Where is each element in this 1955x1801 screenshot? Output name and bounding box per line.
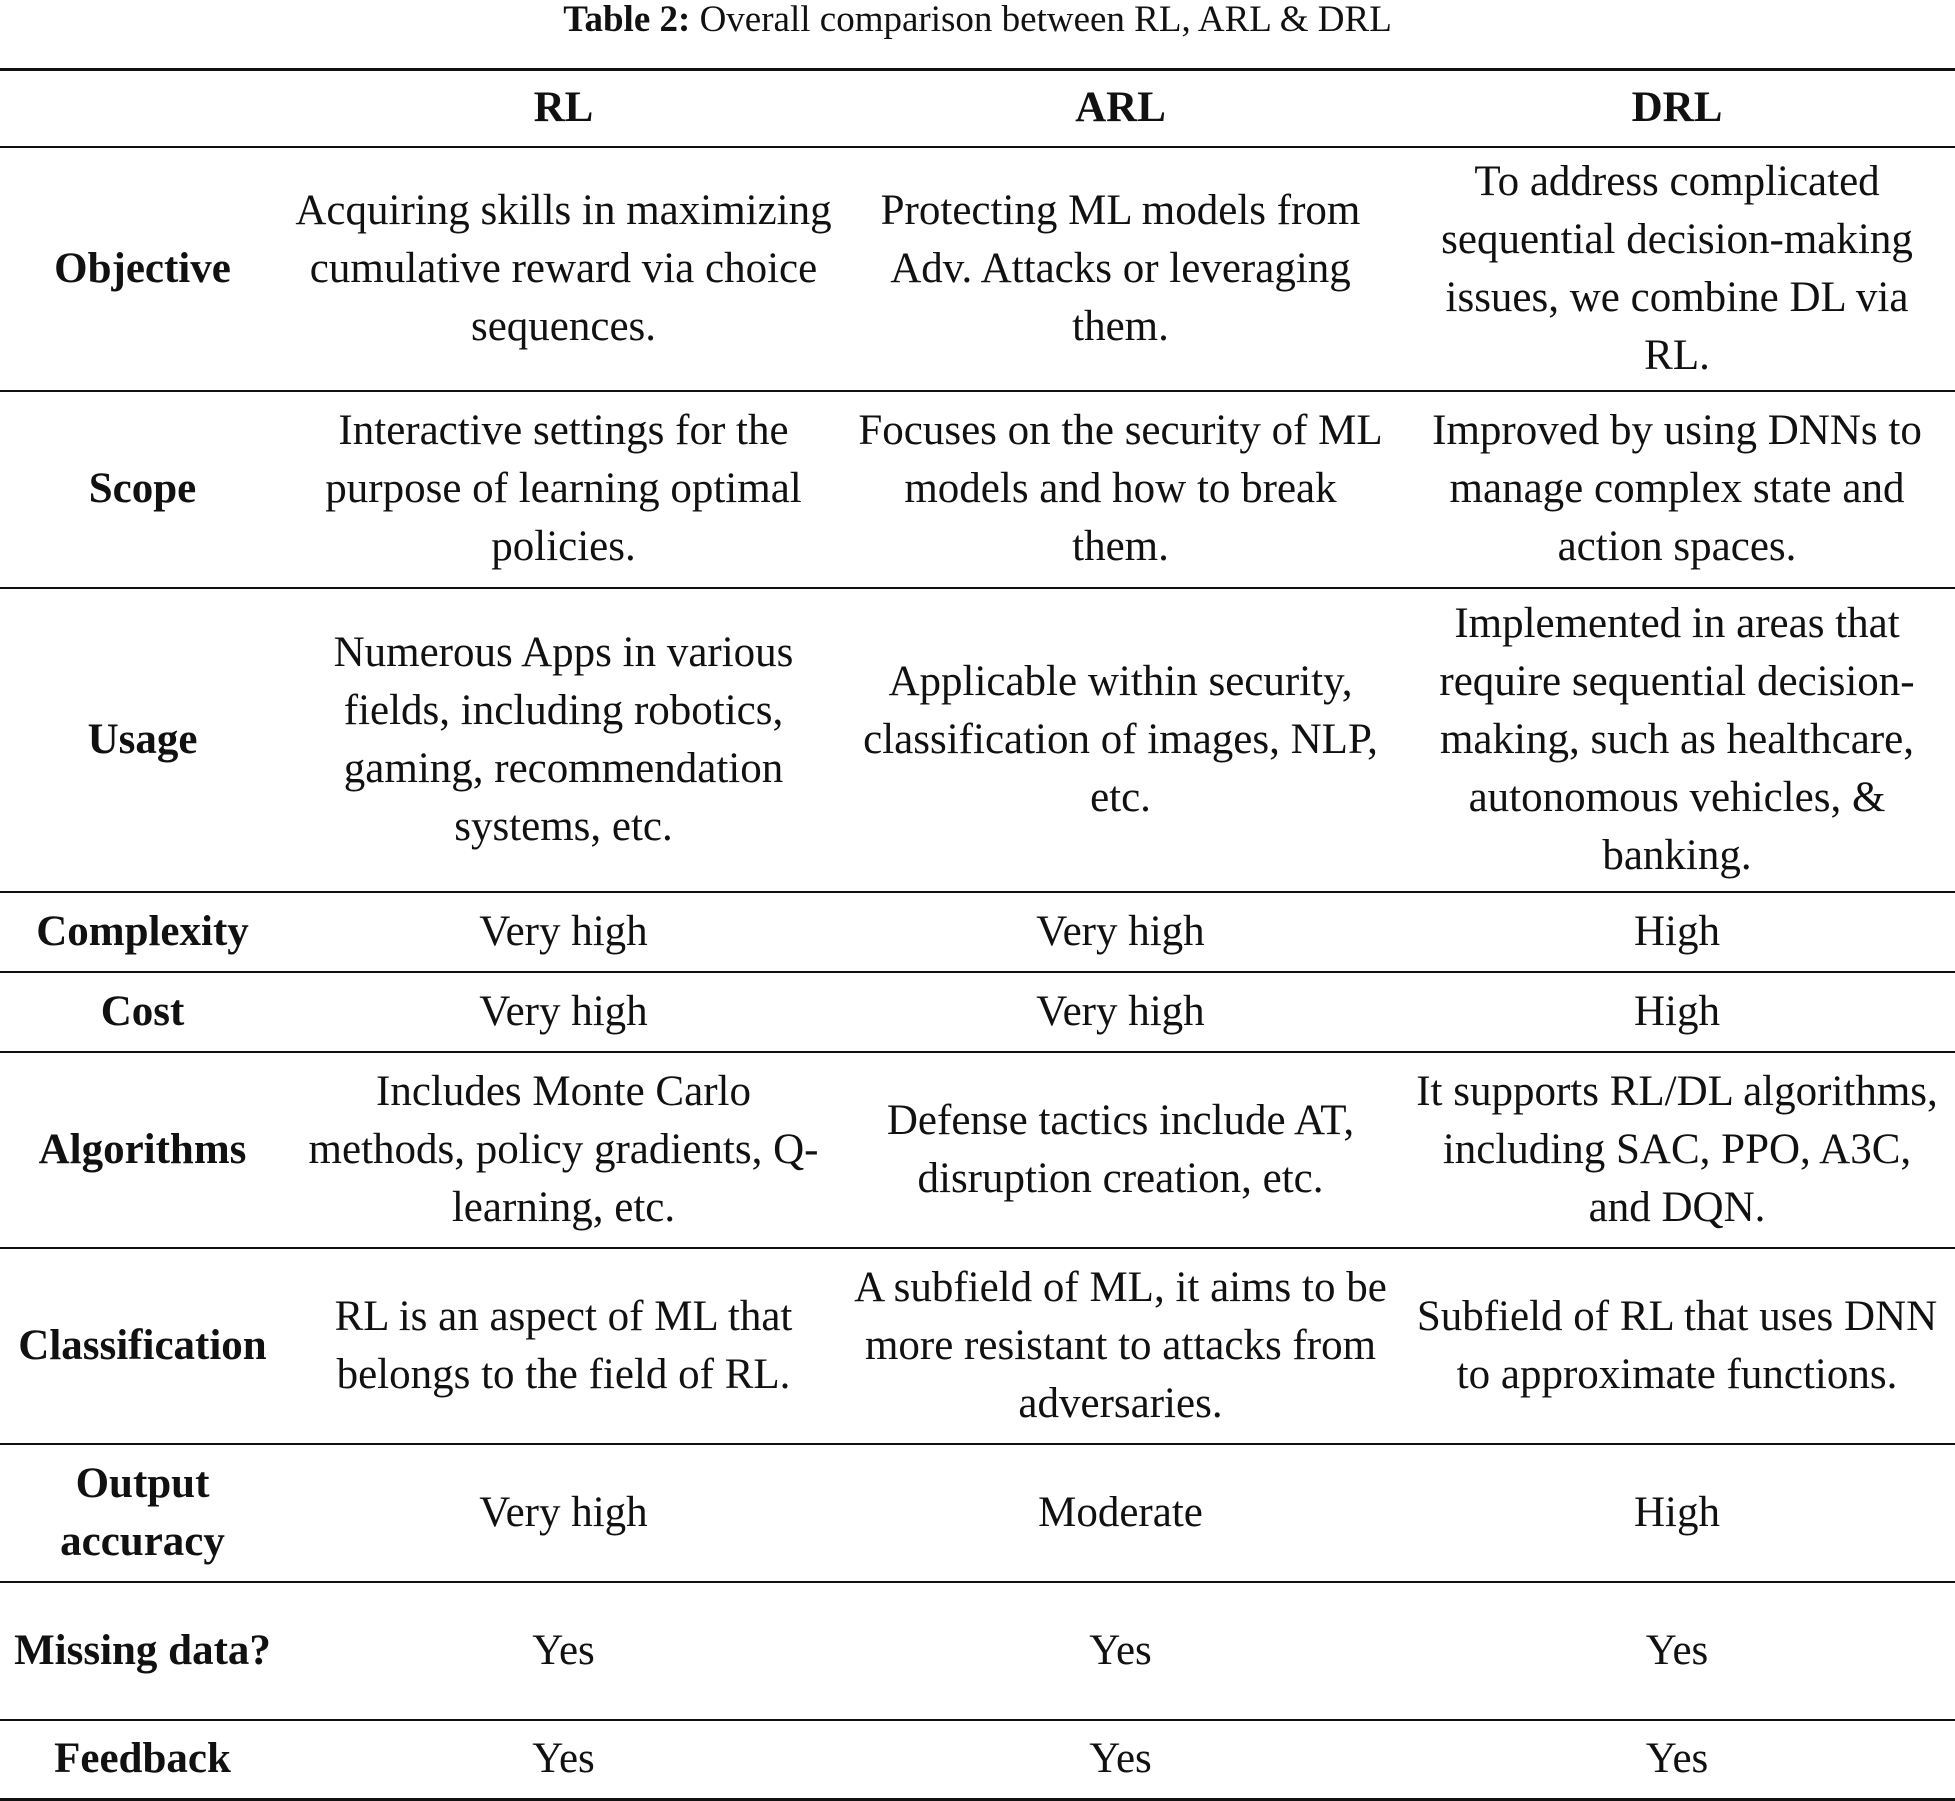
row-label: Output accuracy xyxy=(60,1459,225,1565)
row-label: Scope xyxy=(88,465,197,512)
cell-rl: Very high xyxy=(479,1488,648,1536)
table-row-missing-data xyxy=(0,1582,1955,1720)
cell-arl: Very high xyxy=(1036,987,1205,1035)
table-row-scope xyxy=(0,391,1955,588)
caption-label: Table 2: xyxy=(563,0,691,40)
cell-drl: High xyxy=(1634,907,1720,955)
column-header-rl: RL xyxy=(533,84,594,132)
cell-arl: Focuses on the security of ML models and how to break them. xyxy=(858,407,1383,570)
cell-rl: RL is an aspect of ML that belongs to the field of RL. xyxy=(334,1292,793,1398)
cell-drl: Implemented in areas that require sequential decision-making, such as healthcare, autonomous vehicles, & banking. xyxy=(1439,599,1915,879)
cell-drl: High xyxy=(1634,987,1720,1035)
cell-arl: Protecting ML models from Adv. Attacks or leveraging them. xyxy=(880,186,1361,350)
header-corner xyxy=(0,70,285,147)
cell-drl: Subfield of RL that uses DNN to approximate functions. xyxy=(1416,1292,1938,1398)
cell-drl: High xyxy=(1634,1488,1720,1536)
cell-arl: A subfield of ML, it aims to be more resistant to attacks from adversaries. xyxy=(854,1263,1387,1427)
cell-drl: To address complicated sequential decision-making issues, we combine DL via RL. xyxy=(1441,157,1913,379)
cell-rl: Very high xyxy=(479,987,648,1035)
table-row-feedback xyxy=(0,1720,1955,1800)
table-row-output-accuracy xyxy=(0,1444,1955,1582)
row-label: Usage xyxy=(87,715,198,763)
table-caption xyxy=(0,0,1955,68)
cell-drl: Yes xyxy=(1645,1735,1709,1783)
caption-text: Overall comparison between RL, ARL & DRL xyxy=(699,0,1392,40)
cell-rl: Very high xyxy=(479,907,648,955)
cell-rl: Interactive settings for the purpose of learning optimal policies. xyxy=(325,407,802,570)
comparison-table xyxy=(0,68,1955,1801)
cell-arl: Moderate xyxy=(1038,1488,1203,1536)
table-row-algorithms xyxy=(0,1052,1955,1248)
cell-arl: Applicable within security, classification of images, NLP, etc. xyxy=(863,657,1378,821)
table-row-classification xyxy=(0,1248,1955,1444)
cell-drl: It supports RL/DL algorithms, including SAC, PPO, A3C, and DQN. xyxy=(1416,1067,1938,1231)
row-label: Complexity xyxy=(36,907,249,955)
row-label: Missing data? xyxy=(14,1626,271,1674)
row-label: Classification xyxy=(18,1321,267,1369)
row-label: Algorithms xyxy=(38,1125,247,1173)
cell-drl: Improved by using DNNs to manage complex state and action spaces. xyxy=(1432,407,1922,570)
row-label: Feedback xyxy=(54,1735,231,1783)
cell-arl: Yes xyxy=(1089,1626,1152,1674)
row-label: Cost xyxy=(100,987,185,1035)
cell-rl: Numerous Apps in various fields, including robotics, gaming, recommendation systems, etc. xyxy=(333,628,794,850)
cell-arl: Defense tactics include AT, disruption creation, etc. xyxy=(886,1096,1355,1202)
table-row-usage xyxy=(0,588,1955,892)
column-header-arl: ARL xyxy=(1075,84,1166,132)
cell-rl: Yes xyxy=(532,1735,595,1783)
table-row-objective xyxy=(0,147,1955,391)
cell-rl: Acquiring skills in maximizing cumulative reward via choice sequences. xyxy=(295,186,832,350)
table-row-complexity xyxy=(0,892,1955,972)
cell-arl: Very high xyxy=(1036,907,1205,955)
header-row xyxy=(0,70,1955,147)
cell-drl: Yes xyxy=(1645,1626,1709,1674)
cell-arl: Yes xyxy=(1089,1735,1152,1783)
row-label: Objective xyxy=(54,244,231,292)
table-row-cost xyxy=(0,972,1955,1052)
cell-rl: Yes xyxy=(532,1626,595,1674)
cell-rl: Includes Monte Carlo methods, policy gradients, Q-learning, etc. xyxy=(308,1067,819,1231)
column-header-drl: DRL xyxy=(1631,84,1723,132)
